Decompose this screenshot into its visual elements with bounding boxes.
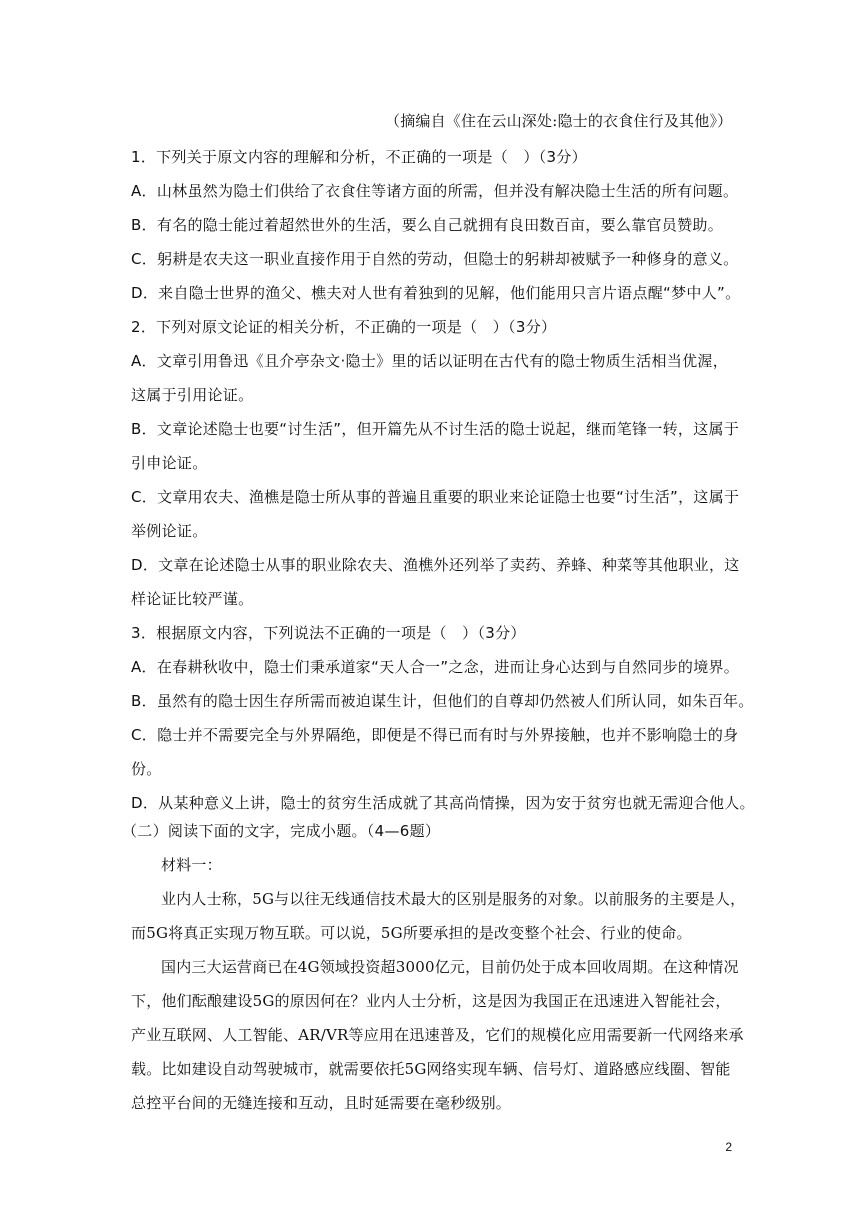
- question-1-option-c: C．躬耕是农夫这一职业直接作用于自然的劳动，但隐士的躬耕却被赋予一种修身的意义。: [131, 250, 739, 268]
- question-2-option-d: D．文章在论述隐士从事的职业除农夫、渔樵外还列举了卖药、养蜂、种菜等其他职业，这: [131, 556, 740, 574]
- question-2-option-c: C．文章用农夫、渔樵是隐士所从事的普遍且重要的职业来论证隐士也要“讨生活”，这属于: [131, 488, 740, 506]
- question-1-option-b: B．有名的隐士能过着超然世外的生活，要么自己就拥有良田数百亩，要么靠官员赞助。: [131, 216, 723, 234]
- paragraph-2-line-1: 国内三大运营商已在4G领域投资超3000亿元，目前仍处于成本回收周期。在这种情况: [161, 958, 739, 976]
- question-2-stem: 2．下列对原文论证的相关分析，不正确的一项是（ ）（3分）: [131, 318, 557, 336]
- question-2-option-d-cont: 样论证比较严谨。: [131, 590, 254, 608]
- paragraph-2-line-3: 产业互联网、人工智能、AR/VR等应用在迅速普及，它们的规模化应用需要新一代网络来承: [131, 1026, 744, 1044]
- section-heading: （二）阅读下面的文字，完成小题。（4—6题）: [122, 822, 441, 840]
- question-2-option-b-cont: 引申论证。: [131, 454, 208, 472]
- question-3-option-c-cont: 份。: [131, 760, 162, 778]
- question-1-option-d: D．来自隐士世界的渔父、樵夫对人世有着独到的见解，他们能用只言片语点醒“梦中人”。: [131, 284, 741, 302]
- paragraph-1-line-1: 业内人士称，5G与以往无线通信技术最大的区别是服务的对象。以前服务的主要是人，: [161, 890, 746, 908]
- question-3-option-c: C．隐士并不需要完全与外界隔绝，即便是不得已而有时与外界接触，也并不影响隐士的身: [131, 726, 739, 744]
- question-2-option-b: B．文章论述隐士也要“讨生活”，但开篇先从不讨生活的隐士说起，继而笔锋一转，这属于: [131, 420, 740, 438]
- question-3-option-d: D．从某种意义上讲，隐士的贫穷生活成就了其高尚情操，因为安于贫穷也就无需迎合他人。: [131, 794, 755, 812]
- question-3-option-a: A．在春耕秋收中，隐士们秉承道家“天人合一”之念，进而让身心达到与自然同步的境界。: [131, 658, 740, 676]
- question-1-option-a: A．山林虽然为隐士们供给了衣食住等诸方面的所需，但并没有解决隐士生活的所有问题。: [131, 182, 739, 200]
- question-2-option-a: A．文章引用鲁迅《且介亭杂文·隐士》里的话以证明在古代有的隐士物质生活相当优渥，: [131, 352, 729, 370]
- material-label: 材料一：: [161, 856, 222, 874]
- paragraph-1-line-2: 而5G将真正实现万物互联。可以说，5G所要承担的是改变整个社会、行业的使命。: [131, 924, 692, 942]
- question-2-option-c-cont: 举例论证。: [131, 522, 208, 540]
- page-number: 2: [725, 1140, 732, 1154]
- paragraph-2-line-4: 载。比如建设自动驾驶城市，就需要依托5G网络实现车辆、信号灯、道路感应线圈、智能: [131, 1060, 731, 1078]
- paragraph-2-line-2: 下，他们酝酿建设5G的原因何在？业内人士分析，这是因为我国正在迅速进入智能社会，: [131, 992, 731, 1010]
- question-3-stem: 3．根据原文内容，下列说法不正确的一项是（ ）（3分）: [131, 624, 526, 642]
- paragraph-2-line-5: 总控平台间的无缝连接和互动，且时延需要在毫秒级别。: [131, 1094, 512, 1112]
- question-2-option-a-cont: 这属于引用论证。: [131, 386, 254, 404]
- source-citation: （摘编自《住在云山深处:隐士的衣食住行及其他》）: [385, 112, 733, 130]
- question-1-stem: 1．下列关于原文内容的理解和分析，不正确的一项是（ ）（3分）: [131, 148, 587, 166]
- question-3-option-b: B．虽然有的隐士因生存所需而被迫谋生计，但他们的自尊却仍然被人们所认同，如朱百年。: [131, 692, 754, 710]
